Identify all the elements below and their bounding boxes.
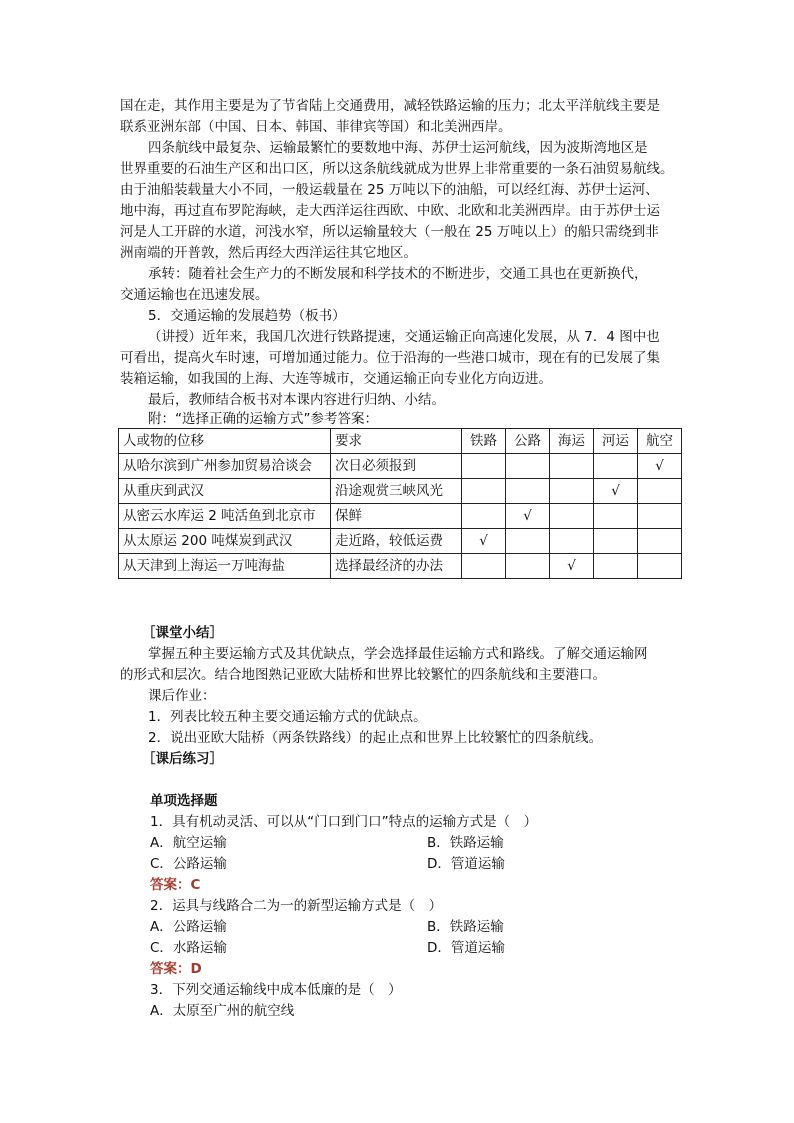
table-caption: 附：“选择正确的运输方式”参考答案： (148, 411, 378, 427)
question-stem: 3．下列交通运输线中成本低廉的是（ ） (150, 982, 402, 998)
question-stem: 1．具有机动灵活、可以从“门口到门口”特点的运输方式是（ ） (150, 814, 538, 830)
check-mark: √ (479, 533, 488, 549)
cell-check (638, 504, 682, 529)
table-row (119, 529, 682, 554)
header-cell: 人或物的位移 (119, 429, 331, 454)
paragraph-line: 河是人工开辟的水道，河浅水窄，所以运输量较大（一般在 25 万吨以上）的船只需绕到非 (120, 224, 659, 240)
table-row (119, 454, 682, 479)
header-cell-mode: 航空 (638, 429, 682, 454)
option-b: B．铁路运输 (427, 835, 504, 851)
header-cell-mode: 河运 (594, 429, 638, 454)
cell-check (594, 504, 638, 529)
cell-check (550, 479, 594, 504)
question-stem: 2．运具与线路合二为一的新型运输方式是（ ） (150, 898, 443, 914)
paragraph-line: 可看出，提高火车时速，可增加通过能力。位于沿海的一些港口城市，现在有的已发展了集 (120, 350, 660, 366)
cell-move: 从太原运 200 吨煤炭到武汉 (119, 529, 331, 554)
summary-line: 的形式和层次。结合地图熟记亚欧大陆桥和世界比较繁忙的四条航线和主要港口。 (120, 667, 606, 683)
cell-move: 从哈尔滨到广州参加贸易洽谈会 (119, 454, 331, 479)
table-header-row (119, 429, 682, 454)
paragraph-line: 洲南端的开普敦，然后再经大西洋运往其它地区。 (120, 245, 417, 261)
section-title: 单项选择题 (150, 793, 218, 809)
table-row (119, 504, 682, 529)
option-d: D．管道运输 (427, 940, 505, 956)
paragraph-line: 承转：随着社会生产力的不断发展和科学技术的不断进步，交通工具也在更新换代， (148, 266, 648, 282)
paragraph-line: 世界重要的石油生产区和出口区，所以这条航线就成为世界上非常重要的一条石油贸易航线。 (120, 161, 674, 177)
cell-check (594, 454, 638, 479)
check-mark: √ (611, 483, 620, 499)
cell-move: 从密云水库运 2 吨活鱼到北京市 (119, 504, 331, 529)
cell-check (550, 554, 594, 579)
paragraph-line: 最后，教师结合板书对本课内容进行归纳、小结。 (148, 392, 445, 408)
answer-label: 答案：C (150, 877, 201, 893)
header-cell: 要求 (331, 429, 462, 454)
cell-check (638, 529, 682, 554)
cell-check (506, 454, 550, 479)
answer-label: 答案：D (150, 961, 202, 977)
paragraph-line: 装箱运输，如我国的上海、大连等城市，交通运输正向专业化方向迈进。 (120, 371, 552, 387)
check-mark: √ (523, 508, 532, 524)
paragraph-line: 联系亚洲东部（中国、日本、韩国、菲律宾等国）和北美洲西岸。 (120, 119, 512, 135)
header-cell-mode: 海运 (550, 429, 594, 454)
cell-check (506, 529, 550, 554)
cell-move: 从重庆到武汉 (119, 479, 331, 504)
homework-title: 课后作业： (148, 688, 216, 704)
check-mark: √ (567, 558, 576, 574)
summary-heading: ［课堂小结］ (142, 625, 223, 641)
option-b: B．铁路运输 (427, 919, 504, 935)
cell-check (594, 529, 638, 554)
paragraph-line: 由于油船装载量大小不同，一般运载量在 25 万吨以下的油船，可以经红海、苏伊士运河、 (120, 182, 659, 198)
cell-check (506, 504, 550, 529)
cell-requirement: 保鲜 (331, 504, 462, 529)
cell-requirement: 走近路，较低运费 (331, 529, 462, 554)
cell-requirement: 沿途观赏三峡风光 (331, 479, 462, 504)
summary-line: 掌握五种主要运输方式及其优缺点，学会选择最佳运输方式和路线。了解交通运输网 (148, 646, 648, 662)
table-row (119, 554, 682, 579)
cell-check (638, 554, 682, 579)
cell-requirement: 次日必须报到 (331, 454, 462, 479)
cell-check (462, 504, 506, 529)
table-row (119, 479, 682, 504)
cell-check (550, 529, 594, 554)
header-cell-mode: 公路 (506, 429, 550, 454)
cell-check (462, 454, 506, 479)
section-heading: 5．交通运输的发展趋势（板书） (148, 308, 346, 324)
practice-heading: ［课后练习］ (142, 751, 223, 767)
check-mark: √ (655, 458, 664, 474)
cell-requirement: 选择最经济的办法 (331, 554, 462, 579)
cell-check (550, 504, 594, 529)
option-d: D．管道运输 (427, 856, 505, 872)
header-cell-mode: 铁路 (462, 429, 506, 454)
paragraph-line: 地中海，再过直布罗陀海峡，走大西洋运往西欧、中欧、北欧和北美洲西岸。由于苏伊士运 (120, 203, 660, 219)
option-a: A．航空运输 (150, 835, 227, 851)
paragraph-line: （讲授）近年来，我国几次进行铁路提速，交通运输正向高速化发展，从 7．4 图中也 (148, 329, 660, 345)
homework-item: 2．说出亚欧大陆桥（两条铁路线）的起止点和世界上比较繁忙的四条航线。 (148, 730, 603, 746)
transport-answer-table (118, 428, 682, 579)
cell-check (462, 529, 506, 554)
option-a: A．公路运输 (150, 919, 227, 935)
homework-item: 1．列表比较五种主要交通运输方式的优缺点。 (148, 709, 427, 725)
cell-check (638, 479, 682, 504)
paragraph-line: 四条航线中最复杂、运输最繁忙的要数地中海、苏伊士运河航线，因为波斯湾地区是 (148, 140, 648, 156)
cell-check (594, 554, 638, 579)
option-a: A．太原至广州的航空线 (150, 1003, 295, 1019)
paragraph-line: 国在走，其作用主要是为了节省陆上交通费用，减轻铁路运输的压力；北太平洋航线主要是 (120, 98, 660, 114)
cell-move: 从天津到上海运一万吨海盐 (119, 554, 331, 579)
cell-check (462, 554, 506, 579)
cell-check (638, 454, 682, 479)
cell-check (506, 554, 550, 579)
paragraph-line: 交通运输也在迅速发展。 (120, 287, 269, 303)
cell-check (506, 479, 550, 504)
cell-check (462, 479, 506, 504)
option-c: C．公路运输 (150, 856, 227, 872)
cell-check (594, 479, 638, 504)
cell-check (550, 454, 594, 479)
option-c: C．水路运输 (150, 940, 227, 956)
